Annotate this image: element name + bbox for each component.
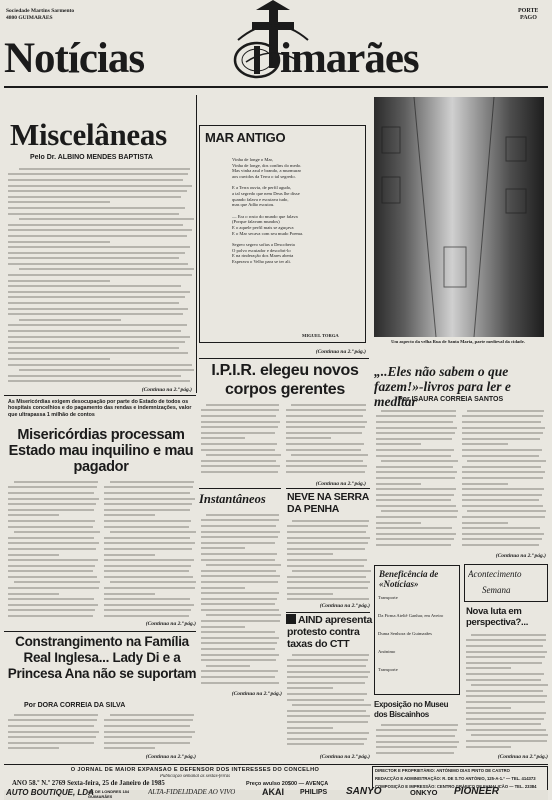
poem-line: aos ouvidos da Terra o tal segredo. bbox=[232, 173, 296, 179]
poem-line: O polvo escutador e descobri-lo bbox=[232, 247, 291, 253]
poem-stanza bbox=[232, 214, 362, 236]
misericordias-title: Misericórdias processam Estado mau inquilino e mau pagador bbox=[8, 427, 194, 475]
lady-di-byline: Por DORA CORREIA DA SILVA bbox=[24, 702, 126, 709]
beneficencia-row: Transporte bbox=[378, 667, 398, 672]
text-line bbox=[104, 613, 196, 619]
beneficencia-row: Da Firma Ateliê Ganhar, em Aveiro bbox=[378, 613, 444, 618]
beneficencia-title: Beneficência de «Notícias» bbox=[379, 569, 439, 589]
beneficencia-row: Transporte bbox=[378, 595, 398, 600]
publisher-city: 4800 GUIMARÃES bbox=[6, 15, 53, 21]
poem-line: E o Mar secava com seu mudo Poema. bbox=[232, 230, 304, 236]
instantaneos-title: Instantâneos bbox=[199, 492, 266, 506]
text-line bbox=[8, 746, 100, 752]
ad-brand: ALTA-FIDELIDADE AO VIVO bbox=[148, 788, 236, 796]
lady-di-continued: (Continua na 2.ª pág.) bbox=[145, 754, 196, 760]
eles-byline: Por ISAURA CORREIA SANTOS bbox=[398, 396, 504, 403]
footer-price: Preço avulso 20$00 — AVENÇA bbox=[246, 781, 329, 787]
perspectiva-title: Nova luta em perspectiva?... bbox=[466, 606, 529, 628]
text-line bbox=[287, 596, 371, 602]
instantaneos-body bbox=[201, 512, 281, 690]
misericordias-col1 bbox=[8, 479, 100, 619]
eles-col2 bbox=[462, 408, 546, 553]
text-line bbox=[8, 379, 194, 385]
lady-di-col1 bbox=[8, 712, 100, 752]
poem-line: E a Terra ouvia, de perfil agudo, bbox=[232, 185, 292, 191]
lady-di-col2 bbox=[104, 712, 196, 752]
poem-line: Vinha de longe o Mar, bbox=[232, 157, 273, 162]
text-line bbox=[376, 542, 458, 548]
beneficencia-list bbox=[378, 595, 458, 685]
poem-line: a tal segredo que nem Deus lhe disse bbox=[232, 190, 300, 196]
footer-subtitle: Publicação semanal às sextas-feiras bbox=[160, 774, 230, 779]
aind-title: AIND apresenta protesto contra taxas do CTT bbox=[287, 614, 372, 650]
masthead-right: imarães bbox=[280, 35, 419, 82]
eles-title: „..Eles não sabem o que fazem!»-livros para ler e meditar bbox=[374, 364, 511, 409]
footer-slogan: O JORNAL DE MAIOR EXPANSÃO E DEFENSOR DOS INTERESSES DO CONCELHO bbox=[70, 767, 320, 773]
perspectiva-continued: (Continua na 2.ª pág.) bbox=[497, 754, 548, 760]
poem-line: Vinha de longe, dos confins do medo. bbox=[232, 162, 302, 168]
ipir-title: I.P.I.R. elegeu novos corpos gerentes bbox=[211, 362, 359, 398]
ad-address: AV. DE LONDRES 184 bbox=[88, 789, 130, 794]
mar-antigo-continued: (Continua na 2.ª pág.) bbox=[315, 349, 366, 355]
mar-antigo-title: MAR ANTIGO bbox=[205, 130, 286, 145]
poem-line: E na rinderação dos Mares aberta bbox=[232, 253, 294, 259]
instantaneos-continued: (Continua na 2.ª pág.) bbox=[231, 691, 282, 697]
aind-continued: (Continua na 2.ª pág.) bbox=[319, 754, 370, 760]
poem-line: Mas vinha azul e brando, a murmurar bbox=[232, 168, 302, 174]
text-line bbox=[104, 746, 196, 752]
miscelaneas-byline: Pelo Dr. ALBINO MENDES BAPTISTA bbox=[30, 154, 153, 161]
beneficencia-row: Duma Senhora de Guimarães bbox=[378, 631, 432, 636]
poem-stanza bbox=[232, 242, 362, 264]
exposicao-body bbox=[376, 722, 460, 758]
ad-city: GUIMARÃES bbox=[88, 794, 113, 799]
poem-line: quando falava e escutava tudo, bbox=[232, 196, 289, 202]
text-line bbox=[462, 542, 546, 548]
photo-caption: Um aspecto da velha Rua de Santa Maria, parte medieval da cidade. bbox=[391, 339, 525, 344]
poem-line: (Porque falavam mundos) bbox=[232, 219, 280, 225]
ad-brand: PIONEER bbox=[454, 786, 500, 797]
porte-pago-top: PORTE bbox=[518, 8, 539, 14]
neve-continued: (Continua na 2.ª pág.) bbox=[319, 603, 370, 609]
ipir-continued: (Continua na 2.ª pág.) bbox=[315, 481, 366, 487]
poem-stanza bbox=[232, 185, 362, 207]
poem-line: mas que Adão escutou. bbox=[232, 202, 275, 208]
ad-brand: AKAI bbox=[262, 787, 284, 797]
text-line bbox=[287, 742, 371, 748]
ipir-col1 bbox=[201, 402, 281, 480]
lady-di-title: Constrangimento na Família Real Inglesa... Lady Di e a Princesa Ana não se suportam bbox=[7, 634, 197, 681]
perspectiva-badge-top: Acontecimento bbox=[468, 569, 522, 579]
ad-brand: ONKYO bbox=[410, 788, 438, 797]
text-line bbox=[201, 680, 281, 686]
perspectiva-badge-bottom: Semana bbox=[482, 585, 511, 595]
misericordias-col2 bbox=[104, 479, 196, 619]
misericordias-continued: (Continua na 2.ª pág.) bbox=[145, 621, 196, 627]
ad-brand: SANYO bbox=[346, 786, 382, 797]
text-line bbox=[286, 469, 368, 475]
misericordias-intro: As Misericórdias exigem desocupação por parte do Estado de todos os hospitais concelhios e do pagamento das rendas e indemnizações, valor que ultrapassa 1 milhão de contos bbox=[8, 399, 192, 418]
footer-director: DIRECTOR E PROPRIETÁRIO: ANTÓNIMO DIAS PINTO DE CASTRO bbox=[375, 768, 510, 773]
footer-redaccao: REDACÇÃO E ADMINISTRAÇÃO: R. DE S.TO ANTÓNIO, 125-A-1.º — TEL. 414373 bbox=[375, 776, 536, 781]
miscelaneas-title: Miscelâneas bbox=[10, 118, 167, 152]
seal-icon bbox=[232, 40, 282, 80]
mar-antigo-author: MIGUEL TORGA bbox=[302, 333, 339, 338]
footer-composicao: COMPOSIÇÃO E IMPRESSÃO: CENTRO GRÁFICO DE FAMALICÃO — TEL. 23384 bbox=[375, 784, 537, 789]
poem-stanza bbox=[232, 157, 362, 179]
street-photo bbox=[374, 97, 544, 337]
neve-body bbox=[287, 518, 371, 602]
poem-line: Segreo segreo sofias a Descoberta bbox=[232, 242, 295, 248]
ad-brand: PHILIPS bbox=[300, 789, 328, 796]
eles-col1 bbox=[376, 408, 458, 553]
text-line bbox=[376, 750, 460, 756]
poem-line: E o aquele perfil mais se aguçava bbox=[232, 224, 294, 230]
text-line bbox=[201, 469, 281, 475]
ipir-col2 bbox=[286, 402, 368, 480]
neve-title: NEVE NA SERRA DA PENHA bbox=[287, 491, 369, 515]
footer-issue: ANO 58.º N.º 2769 Sexta-feira, 25 de Janeiro de 1985 bbox=[12, 780, 165, 787]
perspectiva-body bbox=[466, 632, 548, 750]
poem-line: Esperava o Velho para se ter ali. bbox=[232, 258, 291, 264]
masthead-left: Notícias bbox=[4, 35, 145, 82]
miscelaneas-continued: (Continua na 2.ª pág.) bbox=[141, 387, 192, 393]
beneficencia-row: Anónimo bbox=[378, 649, 396, 654]
eles-continued: (Continua na 2.ª pág.) bbox=[495, 553, 546, 559]
mar-antigo-poem bbox=[232, 157, 362, 271]
miscelaneas-body bbox=[8, 166, 194, 386]
aind-body bbox=[287, 652, 371, 752]
text-line bbox=[8, 613, 100, 619]
publisher-name: Sociedade Martins Sarmento bbox=[6, 8, 75, 14]
porte-pago-bottom: PAGO bbox=[520, 15, 537, 21]
poem-line: — Era o rosto do mundo que falava bbox=[232, 213, 298, 219]
exposicao-title: Exposição no Museu dos Biscainhos bbox=[374, 700, 449, 719]
text-line bbox=[466, 744, 548, 750]
ad-shop-name: AUTO BOUTIQUE, LDA bbox=[6, 788, 94, 797]
